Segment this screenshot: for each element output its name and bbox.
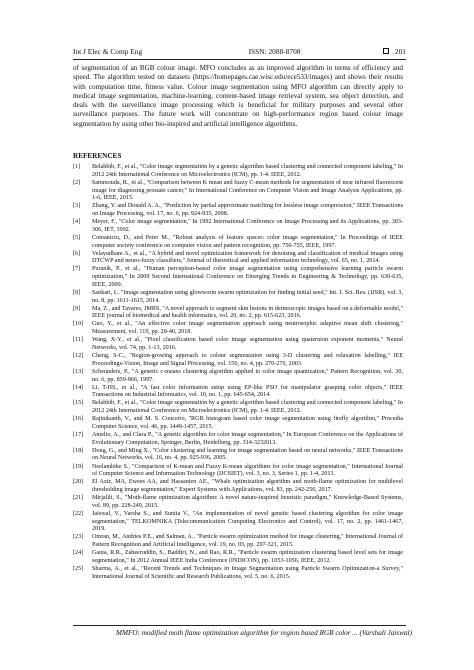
reference-text: Dong, G., and Ming X., "Color clustering and learning for image segmentation based on neural networks," IEEE Transactions on Neural Networks, vol. 16, no. 4, pp. 925-936, 2005. — [92, 447, 403, 462]
reference-text: Zhang, Y. and Donald A. A., "Prediction by partial approximate matching for lossless image compression," IEEE Transactions on Image Processing, vol. 17, no. 6, pp. 924-935, 2008. — [92, 203, 403, 217]
reference-text: Comaniciu, D., and Peter M., "Robust analysis of feature spaces: color image segmentation," In Proceedings of IEEE computer society conference on computer vision and pattern recognition, pp. 750-755, IEEE, 1997. — [92, 234, 403, 249]
reference-number: [12] — [73, 353, 84, 360]
reference-item — [73, 511, 403, 534]
reference-number: [19] — [73, 463, 84, 470]
reference-text: Scheunders, P., "A genetic c-means clustering algorithm applied to color image quantization," Pattern Recognition, vol. 30, no. 6, pp. 859-866, 1997. — [92, 368, 403, 383]
reference-number: [24] — [73, 550, 84, 557]
reference-item — [73, 235, 403, 250]
footer-rule — [73, 625, 406, 626]
reference-item — [73, 321, 403, 336]
reference-number: [3] — [73, 203, 81, 210]
running-header — [73, 45, 406, 57]
reference-number: [10] — [73, 321, 84, 328]
reference-text: Neelambike S., "Comparison of K-mean and Fuzzy K-mean algorithms for color image segmentation," International Journal of Computer Science and Information Technology (IJCSIET), vol. 3, no. 3, Series 1, pp. 1-4, 2013. — [92, 463, 403, 478]
reference-text: Belahbib, F., et al., "Color image segmentation by a genetic algorithm based clustering and connected component labeling," In 2012 24th International Conference on Microelectronics (ICM), pp. 1-4. IEEE, 2012. — [92, 164, 403, 178]
reference-number: [20] — [73, 479, 84, 486]
reference-text: Belahbib, F., et al., "Color image segmentation by a genetic algorithm based clustering and connected component labeling," In 2012 24th International Conference on Microelectronics (ICM), pp. 1-4. IEEE, 2012. — [92, 400, 403, 415]
square-bullet-icon — [383, 48, 389, 54]
reference-text: Omran, M., Andries P.E., and Salman, A., "Particle swarm optimization method for image clustering," International Journal of Pattern Recognition and Artificial Intelligence, vol. 19, no. 03, pp. 297-321, 2015. — [92, 534, 403, 549]
reference-number: [22] — [73, 510, 84, 517]
reference-item — [73, 432, 403, 447]
reference-item — [73, 566, 403, 581]
reference-text: Wang, X-Y., et al., "Pixel classification based color image segmentation using quaternion exponent moments," Neural Networks, vol. 74, pp. 1-13, 2016. — [92, 337, 403, 351]
reference-text: Rajinikanth, V., and M. S. Couceiro, "RGB histogram based color image segmentation using firefly algorithm," Procedia Computer Science, vol. 46, pp. 1449-1457, 2015. — [92, 416, 403, 430]
reference-number: [7] — [73, 266, 81, 273]
reference-item — [73, 369, 403, 384]
issn: ISSN: 2088-8708 — [248, 46, 301, 56]
reference-item — [73, 385, 403, 400]
reference-text: Amelio, A., and Clara P., "A genetic algorithm for color image segmentation," In European Conference on the Applications of Evolutionary Computation, Springer, Berlin, Heidelberg, pp. 314-3232013. — [92, 431, 403, 446]
page-number-block — [383, 47, 406, 56]
header-rule — [73, 59, 406, 60]
reference-text: Ma, Z., and Tavares, JMRS, "A novel approach to segment skin lesions in dermoscopic images based on a deformable model," IEEE journal of biomedical and health informatics, vol. 20, no. 2, pp. 615-623, 2016. — [92, 305, 403, 320]
reference-text: Meyer, F., "Color image segmentation," In 1992 International Conference on Image Processing and its Applications, pp. 303-306, IET, 1992. — [92, 219, 403, 233]
reference-text: Mirjalili, S., "Moth-flame optimization algorithm: A novel nature-inspired heuristic paradigm," Knowledge-Based Systems, vol. 89, pp. 228-249, 2015. — [92, 495, 403, 509]
reference-text: Sharma, A., et al., "Recent Trends and Techniques in Image Segmentation using Particle Swarm Optimization-a Survey," International Journal of Scientific and Research Publications, vol. 5, no. 6, 2015. — [92, 565, 403, 580]
reference-item — [73, 464, 403, 479]
reference-item — [73, 266, 403, 289]
reference-text: Jaiswal, V., Varsha S., and Sunita V., "An implementation of novel genetic based clustering algorithm for color image segmentation," TELKOMNIKA (Telecommunication Computing Electronics and Control), vol. 17, no. 2, pp. 1461-1467, 2019. — [92, 510, 403, 533]
reference-item — [73, 251, 403, 266]
reference-item — [73, 180, 403, 203]
reference-text: Sankari, L. "Image segmentation using glowworm swarm optimization for finding initial seed," Int. J. Sci. Res. (IJSR), vol. 3, no. 8, pp. 1611-1615, 2014. — [92, 289, 403, 304]
reference-number: [11] — [73, 337, 84, 344]
reference-number: [18] — [73, 447, 84, 454]
reference-number: [23] — [73, 534, 84, 541]
reference-number: [25] — [73, 565, 84, 572]
reference-text: Ganta, R.R., Zaheeruddin, S., Baddiri, N., and Rao, R.R., "Particle swarm optimization clustering based level sets for image segmentation," In 2012 Annual IEEE India Conference (INDICON), pp. 1053-1056, IEEE, 2012. — [92, 550, 403, 564]
reference-item — [73, 219, 403, 234]
reference-item — [73, 416, 403, 431]
reference-number: [16] — [73, 416, 84, 423]
reference-number: [6] — [73, 250, 81, 257]
reference-item — [73, 290, 403, 305]
reference-item — [73, 495, 403, 510]
reference-number: [14] — [73, 384, 84, 391]
references-heading: REFERENCES — [73, 152, 122, 160]
reference-number: [9] — [73, 305, 81, 312]
reference-number: [5] — [73, 234, 81, 241]
running-footer: MMFO: modified moth flame optimization algorithm for region based RGB color ... (Varshali Jaiswal) — [116, 629, 412, 637]
reference-number: [17] — [73, 431, 84, 438]
journal-name: Int J Elec & Comp Eng — [73, 46, 143, 56]
conclusion-paragraph: of segmentation of an RGB colour image. MFO concludes as an improved algorithm in terms of efficiency and speed. The algorithm tested on datasets (https://homepages.cae.wisc.edu/ece533/images) and shows their results with computation time, fitness value. Colour image segmentation using MFO algorithm can directly apply to medical image segmentation, machine-learning, content-based image retrieval system, sea object detection, and deals with the surveillance image processing which is beneficial for military purposes and several other surveillance purposes. The future work will concentrate on high-performance region based colour image segmentation by using other bio-inspired and artificial intelligence algorithms. — [73, 64, 403, 128]
reference-item — [73, 550, 403, 565]
reference-number: [2] — [73, 179, 81, 186]
reference-number: [1] — [73, 164, 81, 170]
reference-text: Velayudham A., et al., "A hybrid and novel optimization framework for denoising and classification of medical images using DTCWP and neuro-fuzzy classifiers," Journal of theoretical and applied information technology, vol. 65, no. 1, 2014. — [92, 250, 403, 265]
reference-item — [73, 448, 403, 463]
reference-number: [8] — [73, 289, 81, 296]
reference-text: Sammouda, R., et al., "Comparison between K mean and fuzzy C-mean methods for segmentation of near infrared fluorescent image for diagnosing prostate cancer," In International Conference on Computer Vision and Image Analysis Applications, pp. 1-6, IEEE, 2015. — [92, 179, 403, 202]
reference-item — [73, 353, 403, 368]
reference-number: [13] — [73, 368, 84, 375]
reference-number: [4] — [73, 219, 81, 226]
references-list — [73, 164, 403, 582]
reference-number: [15] — [73, 400, 84, 407]
reference-text: Puranik, P., et al., "Human perception-based color image segmentation using comprehensive learning particle swarm optimization," In 2009 Second International Conference on Emerging Trends in Engineering & Technology, pp. 630-635, IEEE, 2009. — [92, 266, 403, 288]
reference-item — [73, 306, 403, 321]
reference-item — [73, 479, 403, 494]
reference-item — [73, 534, 403, 549]
reference-number: [21] — [73, 495, 84, 502]
reference-text: El Aziz, MA, Ewees AA, and Hassanien AE., "Whale optimization algorithm and moth-flame optimization for multilevel thresholding image segmentation," Expert Systems with Applications, vol. 83, pp. 242-256, 2017. — [92, 479, 403, 493]
reference-item — [73, 400, 403, 415]
reference-item — [73, 203, 403, 218]
reference-text: Guo, Y., et al., "An effective color image segmentation approach using neutrosophic adaptive mean shift clustering," Measurement, vol. 119, pp. 28-40, 2018. — [92, 321, 403, 336]
reference-text: Li, T-HS., et al., "A fast color information setup using EP-like PSO for manipulator grasping color objects," IEEE Transactions on Industrial Informatics, vol. 10, no. 1, pp. 645-654, 2014. — [92, 384, 403, 399]
reference-text: Cheng, S-C., "Region-growing approach to colour segmentation using 3-D clustering and relaxation labelling," IEE Proceedings-Vision, Image and Signal Processing, vol. 150, no. 4, pp. 270-276, 2003. — [92, 353, 403, 367]
reference-item — [73, 164, 403, 179]
page-number: 201 — [394, 46, 406, 56]
reference-item — [73, 337, 403, 352]
